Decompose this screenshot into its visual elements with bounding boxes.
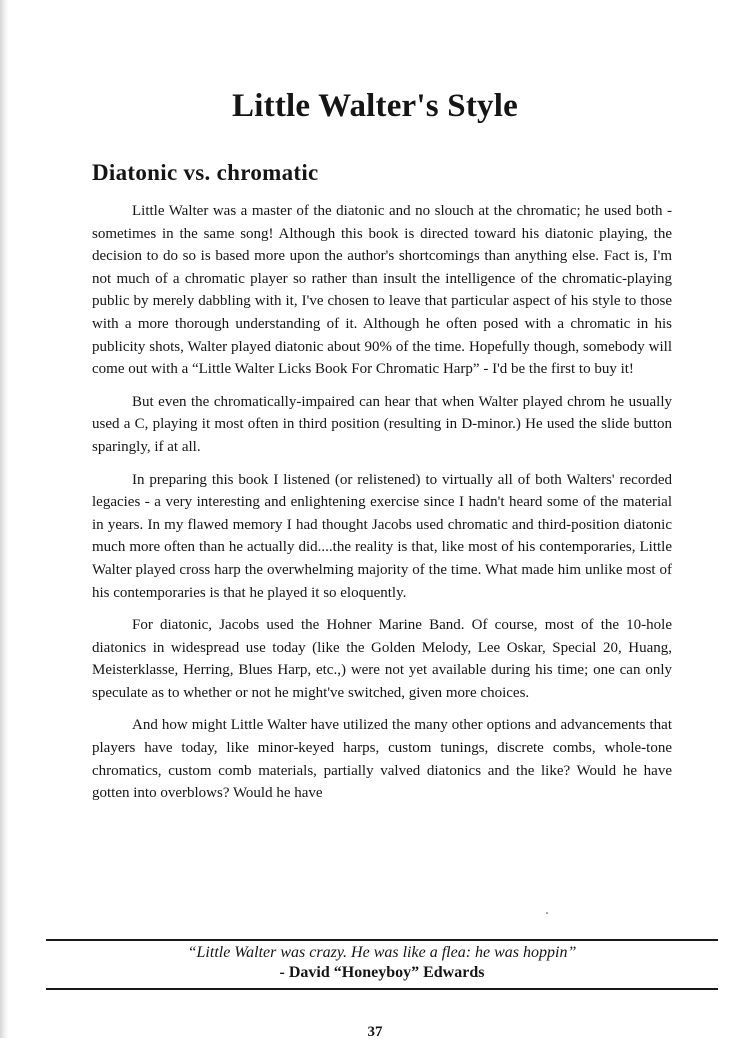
page-title: Little Walter's Style bbox=[232, 88, 518, 124]
paragraph-1: Little Walter was a master of the diatonic and no slouch at the chromatic; he used both - sometimes in the same song! Although this book is directed toward his diatonic playing, the decision to do so is based more upon the author's shortcomings than anything else. Fact is, I'm not much of a chromatic player so rather than insult the intelligence of the chromatic-playing public by merely dabbling with it, I've chosen to leave that particular aspect of his style to those with a more thorough understanding of it. Although he often posed with a chromatic in his publicity shots, Walter played diatonic about 90% of the time. Hopefully though, somebody will come out with a “Little Walter Licks Book For Chromatic Harp” - I'd be the first to buy it! bbox=[92, 203, 672, 378]
paragraph-3: In preparing this book I listened (or relistened) to virtually all of both Walters' recorded legacies - a very interesting and enlightening exercise since I hadn't heard some of the material in years. In my flawed memory I had thought Jacobs used chromatic and third-position diatonic much more often than he actually did....the reality is that, like most of his contemporaries, Little Walter played cross harp the overwhelming majority of the time. What made him unlike most of his contemporaries is that he played it so eloquently. bbox=[92, 471, 672, 601]
quote-attribution: - David “Honeyboy” Edwards bbox=[279, 964, 485, 981]
section-heading: Diatonic vs. chromatic bbox=[92, 160, 319, 185]
pull-quote: “Little Walter was crazy. He was like a flea: he was hoppin” bbox=[187, 944, 577, 961]
scan-edge-shadow bbox=[0, 0, 9, 1038]
page-number: 37 bbox=[367, 1024, 383, 1040]
scan-speck bbox=[546, 912, 548, 914]
paragraph-5: And how might Little Walter have utilized the many other options and advancements that players have today, like minor-keyed harps, custom tunings, discrete combs, whole-tone chromatics, custom comb materials, partially valved diatonics and the like? Would he have gotten into overblows? Would he have bbox=[92, 717, 672, 802]
paragraph-2: But even the chromatically-impaired can hear that when Walter played chrom he usually used a C, playing it most often in third position (resulting in D-minor.) He used the slide button sparingly, if at all. bbox=[92, 393, 672, 455]
quote-rule-top bbox=[46, 939, 718, 941]
paragraph-4: For diatonic, Jacobs used the Hohner Marine Band. Of course, most of the 10-hole diatonics in widespread use today (like the Golden Melody, Lee Oskar, Special 20, Huang, Meisterklasse, Herring, Blues Harp, etc.,) were not yet available during his time; one can only speculate as to whether or not he might've switched, given more choices. bbox=[92, 617, 672, 701]
quote-rule-bottom bbox=[46, 988, 718, 990]
body-text bbox=[92, 200, 672, 815]
